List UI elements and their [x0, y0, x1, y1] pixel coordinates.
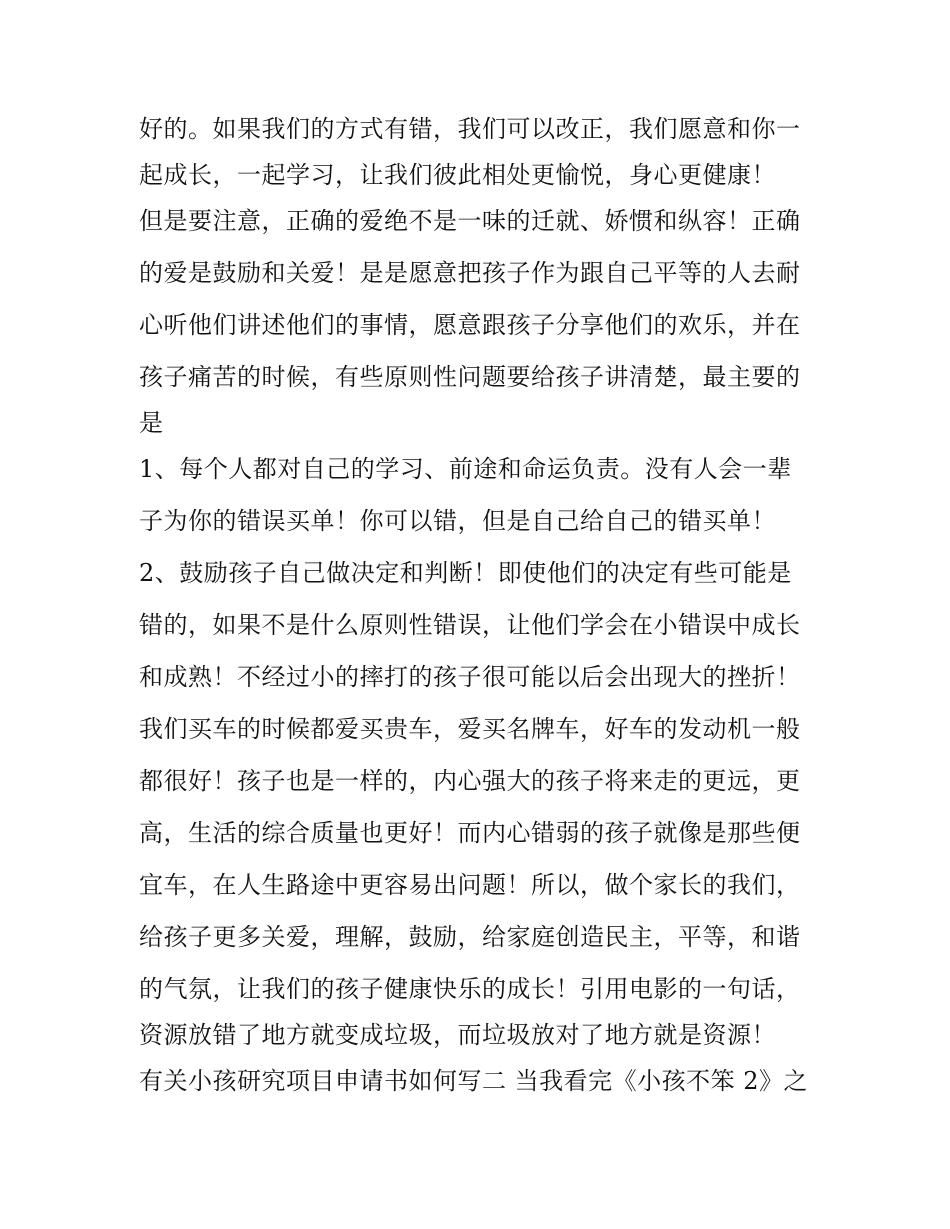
text-line: 是 [139, 409, 164, 437]
text-line: 孩子痛苦的时候，有些原则性问题要给孩子讲清楚，最主要的 [139, 363, 801, 391]
text-line: 错的，如果不是什么原则性错误，让他们学会在小错误中成长 [139, 611, 801, 639]
text-line: 给孩子更多关爱，理解，鼓励，给家庭创造民主，平等，和谐 [139, 923, 801, 951]
text-line: 宜车，在人生路途中更容易出问题！所以，做个家长的我们， [139, 871, 801, 899]
text-line: 资源放错了地方就变成垃圾，而垃圾放对了地方就是资源！ [139, 1021, 776, 1049]
document-body [139, 103, 829, 1107]
text-line: 1、每个人都对自己的学习、前途和命运负责。没有人会一辈 [139, 455, 792, 483]
text-line: 高，生活的综合质量也更好！而内心错弱的孩子就像是那些便 [139, 819, 801, 847]
text-line: 都很好！孩子也是一样的，内心强大的孩子将来走的更远，更 [139, 767, 801, 795]
text-line: 心听他们讲述他们的事情，愿意跟孩子分享他们的欢乐，并在 [139, 311, 801, 339]
text-line: 有关小孩研究项目申请书如何写二 当我看完《小孩不笨 2》之 [139, 1067, 809, 1095]
text-line: 2、鼓励孩子自己做决定和判断！即使他们的决定有些可能是 [139, 559, 792, 587]
text-line: 和成熟！不经过小的摔打的孩子很可能以后会出现大的挫折！ [139, 663, 801, 691]
text-line: 子为你的错误买单！你可以错，但是自己给自己的错买单！ [139, 507, 776, 535]
text-line: 但是要注意，正确的爱绝不是一味的迁就、娇惯和纵容！正确 [139, 207, 801, 235]
text-line: 我们买车的时候都爱买贵车，爱买名牌车，好车的发动机一般 [139, 715, 801, 743]
text-line: 起成长，一起学习，让我们彼此相处更愉悦，身心更健康！ [139, 161, 776, 189]
text-line: 好的。如果我们的方式有错，我们可以改正，我们愿意和你一 [139, 115, 801, 143]
text-line: 的气氛，让我们的孩子健康快乐的成长！引用电影的一句话， [139, 975, 801, 1003]
text-line: 的爱是鼓励和关爱！是是愿意把孩子作为跟自己平等的人去耐 [139, 259, 801, 287]
